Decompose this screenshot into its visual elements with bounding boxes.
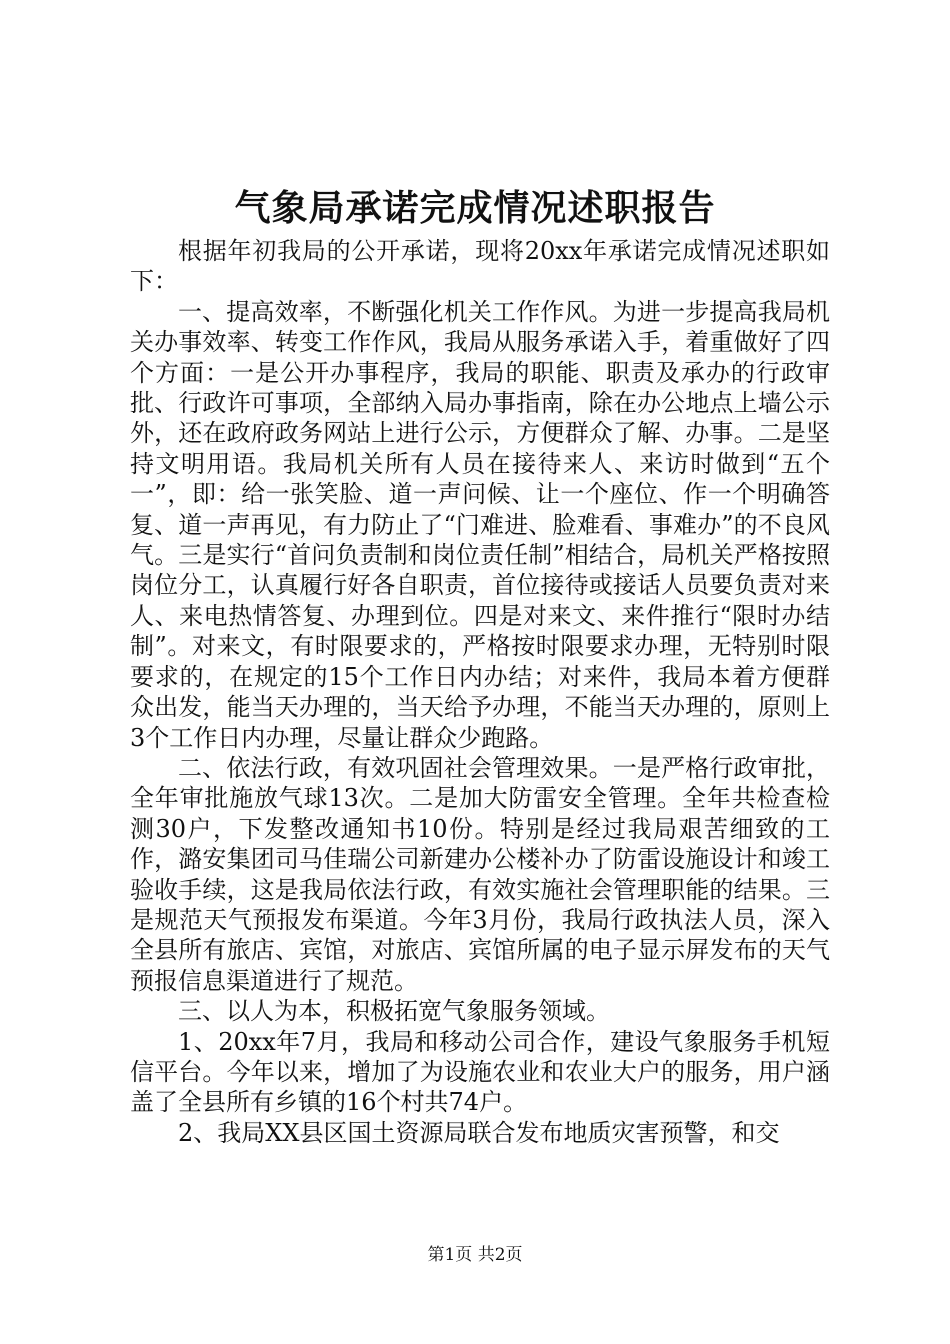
paragraph-item-1: 1、20xx年7月，我局和移动公司合作，建设气象服务手机短信平台。今年以来，增加了为设施农业和农业大户的服务，用户涵盖了全县所有乡镇的16个村共74户。 — [130, 1027, 830, 1117]
document-title: 气象局承诺完成情况述职报告 — [234, 187, 716, 229]
paragraph-section-3-heading: 三、以人为本，积极拓宽气象服务领域。 — [178, 997, 610, 1026]
document-body — [130, 236, 830, 1148]
paragraph-section-2: 二、依法行政，有效巩固社会管理效果。一是严格行政审批，全年审批施放气球13次。二是加大防雷安全管理。全年共检查检测30户，下发整改通知书10份。特别是经过我局艰苦细致的工作，潞安集团司马佳瑞公司新建办公楼补办了防雷设施设计和竣工验收手续，这是我局依法行政，有效实施社会管理职能的结果。三是规范天气预报发布渠道。今年3月份，我局行政执法人员，深入全县所有旅店、宾馆，对旅店、宾馆所属的电子显示屏发布的天气预报信息渠道进行了规范。 — [130, 753, 830, 995]
paragraph-item-2: 2、我局XX县区国土资源局联合发布地质灾害预警，和交 — [178, 1118, 780, 1147]
page-number-footer: 第1页 共2页 — [427, 1245, 523, 1265]
paragraph-section-1: 一、提高效率，不断强化机关工作作风。为进一步提高我局机关办事效率、转变工作作风，我局从服务承诺入手，着重做好了四个方面：一是公开办事程序，我局的职能、职责及承办的行政审批、行政许可事项，全部纳入局办事指南，除在办公地点上墙公示外，还在政府政务网站上进行公示，方便群众了解、办事。二是坚持文明用语。我局机关所有人员在接待来人、来访时做到“五个一”，即：给一张笑脸、道一声问候、让一个座位、作一个明确答复、道一声再见，有力防止了“门难进、脸难看、事难办”的不良风气。三是实行“首问负责制和岗位责任制”相结合，局机关严格按照岗位分工，认真履行好各自职责，首位接待或接话人员要负责对来人、来电热情答复、办理到位。四是对来文、来件推行“限时办结制”。对来文，有时限要求的，严格按时限要求办理，无特别时限要求的，在规定的15个工作日内办结；对来件，我局本着方便群众出发，能当天办理的，当天给予办理，不能当天办理的，原则上3个工作日内办理，尽量让群众少跑路。 — [130, 297, 830, 752]
paragraph-intro: 根据年初我局的公开承诺，现将20xx年承诺完成情况述职如下： — [130, 237, 830, 296]
